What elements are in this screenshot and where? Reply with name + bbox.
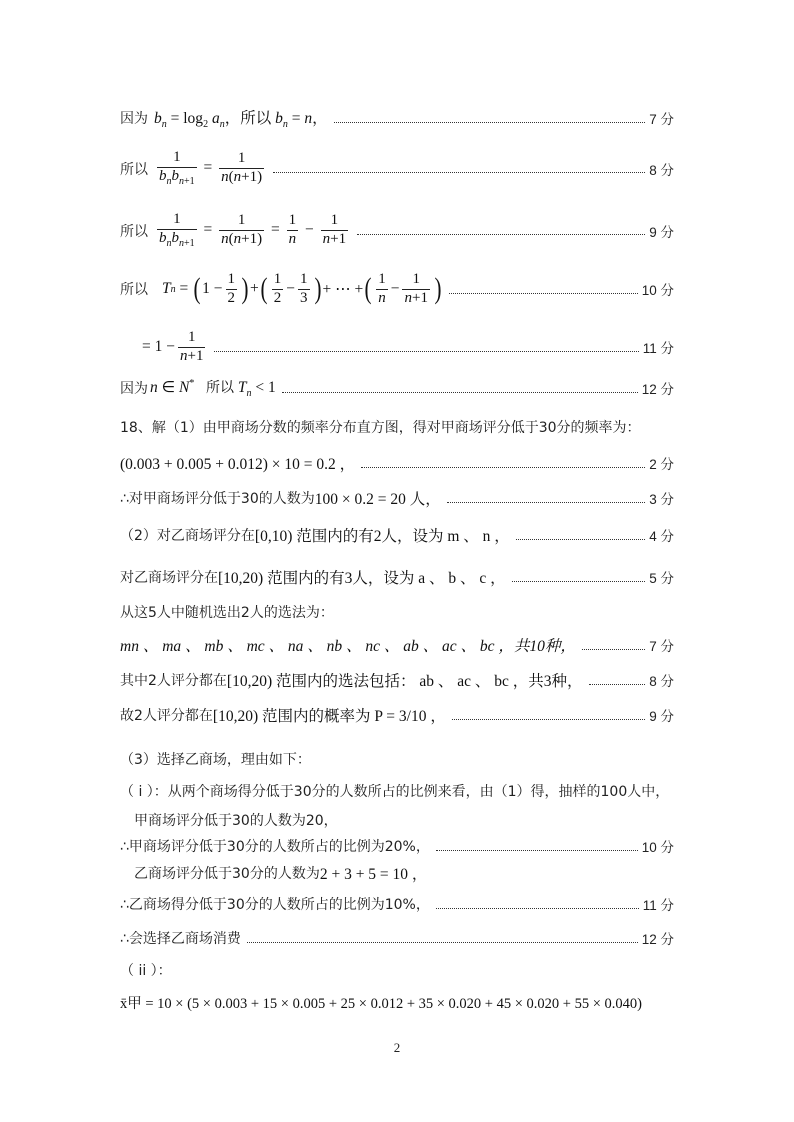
page-number: 2 bbox=[393, 1040, 401, 1055]
solution-line-7 bbox=[120, 417, 674, 437]
line-text: （ i ）：从两个商场得分低于30分的人数所占的比例来看，由（1）得，抽样的100人中， bbox=[120, 784, 670, 800]
dot-leader bbox=[452, 719, 645, 720]
dot-leader bbox=[357, 234, 645, 235]
score-label: 8 分 bbox=[649, 162, 674, 178]
line-text: （2）对乙商场评分在 bbox=[120, 528, 255, 544]
score-label: 2 分 bbox=[649, 457, 674, 472]
line-text: ∴会选择乙商场消费 bbox=[120, 931, 241, 947]
equation: $b_n = \log_2 a_n$，所以 $b_n = n$， bbox=[154, 110, 328, 131]
equation: 100 × 0.2 = 20 人， bbox=[314, 491, 441, 508]
score-label: 12 分 bbox=[641, 382, 674, 398]
line-text: ∴甲商场评分低于30分的人数所占的比例为20%， bbox=[120, 839, 430, 855]
dot-leader bbox=[436, 908, 639, 909]
dot-leader bbox=[582, 649, 645, 650]
dot-leader bbox=[447, 502, 646, 503]
solution-line-21 bbox=[120, 894, 674, 914]
line-text: 18、解（1）由甲商场分数的频率分布直方图，得对甲商场评分低于30分的频率为： bbox=[120, 420, 641, 436]
score-label: 11 分 bbox=[642, 341, 674, 357]
line-text: 故2人评分都在 bbox=[120, 708, 213, 724]
solution-line-2 bbox=[120, 150, 674, 187]
solution-line-10 bbox=[120, 524, 674, 546]
dot-leader bbox=[282, 392, 638, 393]
line-text: 所以 bbox=[120, 161, 148, 178]
dot-leader bbox=[436, 850, 638, 851]
score-label: 12 分 bbox=[641, 932, 674, 947]
solution-line-14 bbox=[120, 669, 674, 691]
solution-line-24 bbox=[120, 992, 674, 1013]
equation: [0,10) 范围内的有2人，设为 m 、 n ， bbox=[254, 528, 510, 545]
equation: T n = ( 1 − $\frac{1}{2}$ ) + ( $\frac{1}{2}$ − $\frac{1}{3}$ ) + ⋯ + ( $\frac{1}{n}$ − $\frac{1}{n+1}$ ) bbox=[162, 271, 442, 306]
line-text: （3）选择乙商场，理由如下： bbox=[120, 752, 311, 768]
dot-leader bbox=[334, 122, 646, 123]
equation: mn 、 ma 、 mb 、 mc 、 na 、 nb 、 nc 、 ab 、 ac 、 bc ，共10种， bbox=[120, 638, 576, 655]
line-text: 对乙商场评分在 bbox=[120, 570, 218, 586]
solution-line-19 bbox=[120, 836, 674, 856]
score-label: 5 分 bbox=[649, 571, 674, 586]
line-text: 因为 bbox=[120, 381, 148, 398]
equation: = 1 − $\frac{1}{n+1}$ bbox=[142, 329, 204, 364]
dot-leader bbox=[512, 581, 646, 582]
line-text: ∴对甲商场评分低于30的人数为 bbox=[120, 491, 315, 507]
score-label: 7 分 bbox=[649, 639, 674, 654]
solution-line-8 bbox=[120, 452, 674, 474]
solution-line-5 bbox=[120, 330, 674, 365]
dot-leader bbox=[361, 467, 645, 468]
dot-leader bbox=[516, 539, 645, 540]
equation: [10,20) 范围内的概率为 P = 3/10 ， bbox=[212, 708, 446, 725]
equation: $\frac{1}{b_nb_{n+1}}$ = $\frac{1}{n(n+1)}$ bbox=[159, 149, 263, 187]
equation: (0.003 + 0.005 + 0.012) × 10 = 0.2 ， bbox=[120, 456, 356, 473]
dot-leader bbox=[247, 942, 638, 943]
line-text: 因为 bbox=[120, 111, 148, 128]
line-text: （ ii ）： bbox=[120, 963, 172, 979]
equation: x̄甲 = 10 × (5 × 0.003 + 15 × 0.005 + 25 × 0.012 + 35 × 0.020 + 45 × 0.020 + 55 × 0.040) bbox=[120, 996, 642, 1012]
score-label: 9 分 bbox=[649, 709, 674, 724]
line-text: 乙商场评分低于30分的人数为 bbox=[134, 866, 320, 882]
equation: $\frac{1}{b_nb_{n+1}}$ = $\frac{1}{n(n+1)}$ = $\frac{1}{n}$ − $\frac{1}{n+1}$ bbox=[159, 211, 347, 249]
solution-line-12 bbox=[120, 602, 674, 622]
score-label: 10 分 bbox=[641, 283, 674, 299]
line-text: 所以 bbox=[120, 282, 148, 299]
solution-line-17 bbox=[120, 781, 674, 801]
line-text: 其中2人评分都在 bbox=[120, 673, 227, 689]
solution-line-16 bbox=[120, 749, 674, 769]
dot-leader bbox=[449, 293, 638, 294]
dot-leader bbox=[273, 172, 645, 173]
dot-leader bbox=[214, 351, 638, 352]
line-text: 从这5人中随机选出2人的选法为： bbox=[120, 605, 334, 621]
line-text: 所以 bbox=[120, 223, 148, 240]
solution-line-15 bbox=[120, 704, 674, 726]
equation: 2 + 3 + 5 = 10 ， bbox=[319, 866, 428, 883]
solution-line-1 bbox=[120, 106, 674, 130]
score-label: 10 分 bbox=[641, 840, 674, 855]
solution-line-13 bbox=[120, 634, 674, 656]
solution-line-22 bbox=[120, 928, 674, 948]
score-label: 3 分 bbox=[649, 492, 674, 507]
score-label: 9 分 bbox=[649, 224, 674, 240]
solution-line-4 bbox=[120, 272, 674, 307]
line-text: ∴乙商场得分低于30分的人数所占的比例为10%， bbox=[120, 897, 430, 913]
score-label: 4 分 bbox=[649, 529, 674, 544]
solution-line-18 bbox=[134, 810, 688, 830]
solution-line-9 bbox=[120, 487, 674, 509]
dot-leader bbox=[589, 684, 646, 685]
score-label: 11 分 bbox=[642, 898, 674, 913]
solution-line-3 bbox=[120, 212, 674, 249]
line-text: 甲商场评分低于30的人数为20， bbox=[134, 813, 338, 829]
solution-line-6 bbox=[120, 377, 674, 399]
solution-line-11 bbox=[120, 566, 674, 588]
solution-line-20 bbox=[134, 862, 688, 884]
solution-line-23 bbox=[120, 960, 674, 980]
score-label: 7 分 bbox=[649, 112, 674, 128]
equation: n ∈ N* 所以 $T_n < 1$ bbox=[150, 377, 276, 400]
equation: [10,20) 范围内的选法包括： ab 、 ac 、 bc ，共3种， bbox=[226, 673, 583, 690]
equation: [10,20) 范围内的有3人，设为 a 、 b 、 c ， bbox=[218, 570, 506, 587]
score-label: 8 分 bbox=[649, 674, 674, 689]
